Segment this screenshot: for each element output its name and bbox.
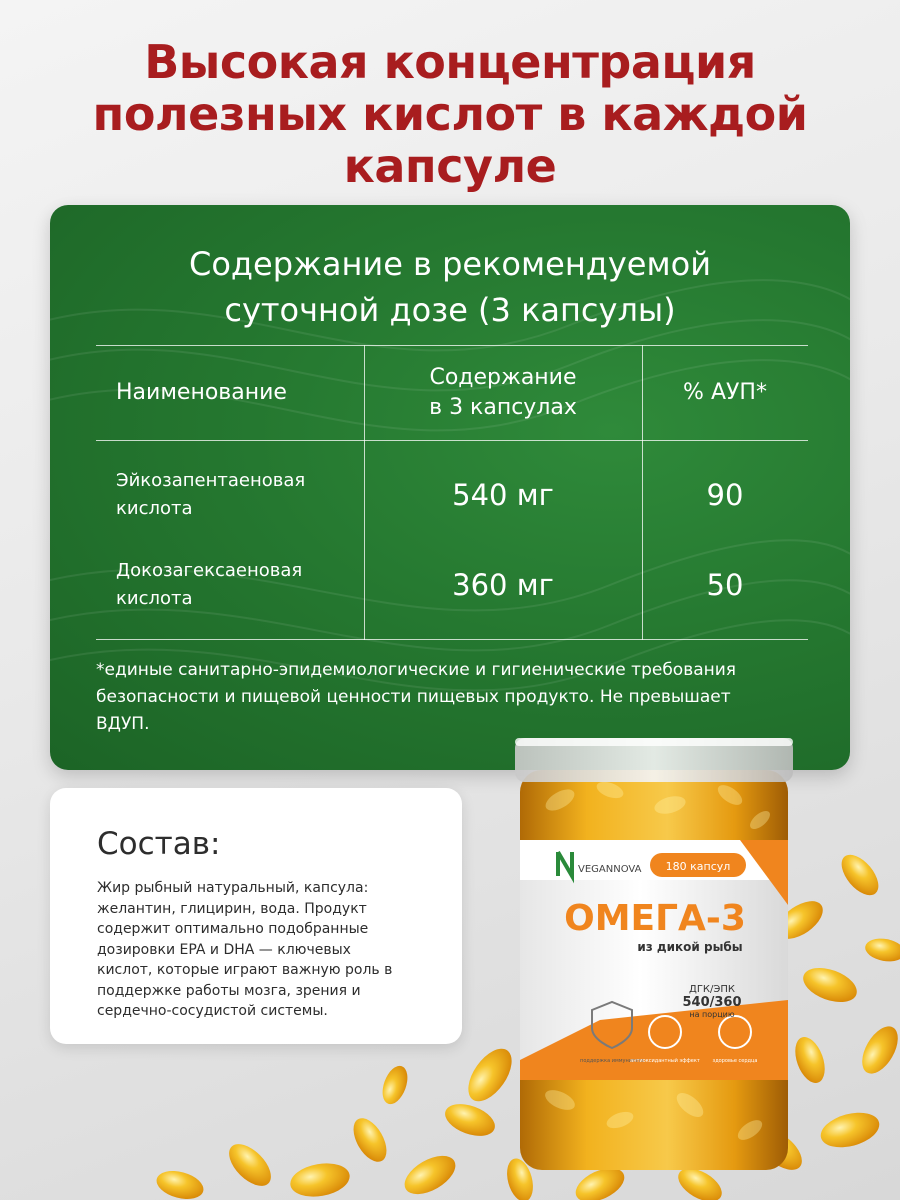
table-row-2-amount: 360 мг [452, 568, 554, 602]
footnote-line-2: безопасности и пищевой ценности пищевых продукто. Не превышает [96, 687, 731, 707]
row-2-name-line-1: Докозагексаеновая [116, 560, 303, 581]
row-1-name-line-1: Эйкозапентаеновая [116, 470, 306, 491]
composition-line: Жир рыбный натуральный, капсула: [97, 880, 369, 896]
composition-title: Состав: [97, 826, 221, 862]
column-header-content-line-1: Содержание [429, 364, 577, 390]
jar-ratio-label: ДГК/ЭПК [689, 984, 735, 995]
panel-title-line-1: Содержание в рекомендуемой [188, 245, 711, 283]
panel-title-line-2: суточной дозе (3 капсулы) [224, 291, 676, 329]
row-2-name-line-2: кислота [116, 588, 193, 609]
jar-icon-caption-1: антиоксидантный эффект [630, 1058, 700, 1064]
jar-product-name: ОМЕГА-3 [564, 898, 746, 939]
table-row-1-percent: 90 [706, 478, 744, 512]
composition-line: дозировки EPA и DHA — ключевых [97, 941, 351, 958]
jar-immunity-badge: поддержка иммунитета [580, 1058, 644, 1064]
jar-ratio-value: 540/360 [682, 995, 742, 1010]
footnote-line-1: *единые санитарно-эпидемиологические и гигиенические требования [96, 660, 737, 680]
jar-count-badge: 180 капсул [665, 860, 731, 873]
jar-subtitle: из дикой рыбы [637, 940, 743, 954]
jar-ratio-note: на порцию [689, 1010, 735, 1019]
composition-line: содержит оптимально подобранные [97, 921, 369, 937]
jar-brand: VEGANNOVA [578, 864, 642, 875]
headline-line-1: Высокая концентрация [144, 35, 756, 89]
table-row-1-amount: 540 мг [452, 478, 554, 512]
headline-line-3: капсуле [343, 139, 557, 193]
column-header-name: Наименование [116, 379, 287, 405]
column-header-content-line-2: в 3 капсулах [429, 394, 577, 420]
composition-line: поддержке работы мозга, зрения и [97, 982, 361, 999]
omega3-jar [515, 738, 793, 1170]
composition-line: сердечно-сосудистой системы. [97, 1003, 328, 1019]
headline-line-2: полезных кислот в каждой [92, 87, 808, 141]
table-row-2-percent: 50 [706, 568, 744, 602]
composition-line: кислот, которые играют важную роль в [97, 962, 393, 978]
composition-line: желантин, глицирин, вода. Продукт [97, 900, 367, 917]
column-header-percent: % АУП* [683, 379, 767, 405]
footnote-line-3: ВДУП. [96, 714, 150, 734]
row-1-name-line-2: кислота [116, 498, 193, 519]
jar-icon-caption-2: здоровье сердца [712, 1058, 758, 1064]
